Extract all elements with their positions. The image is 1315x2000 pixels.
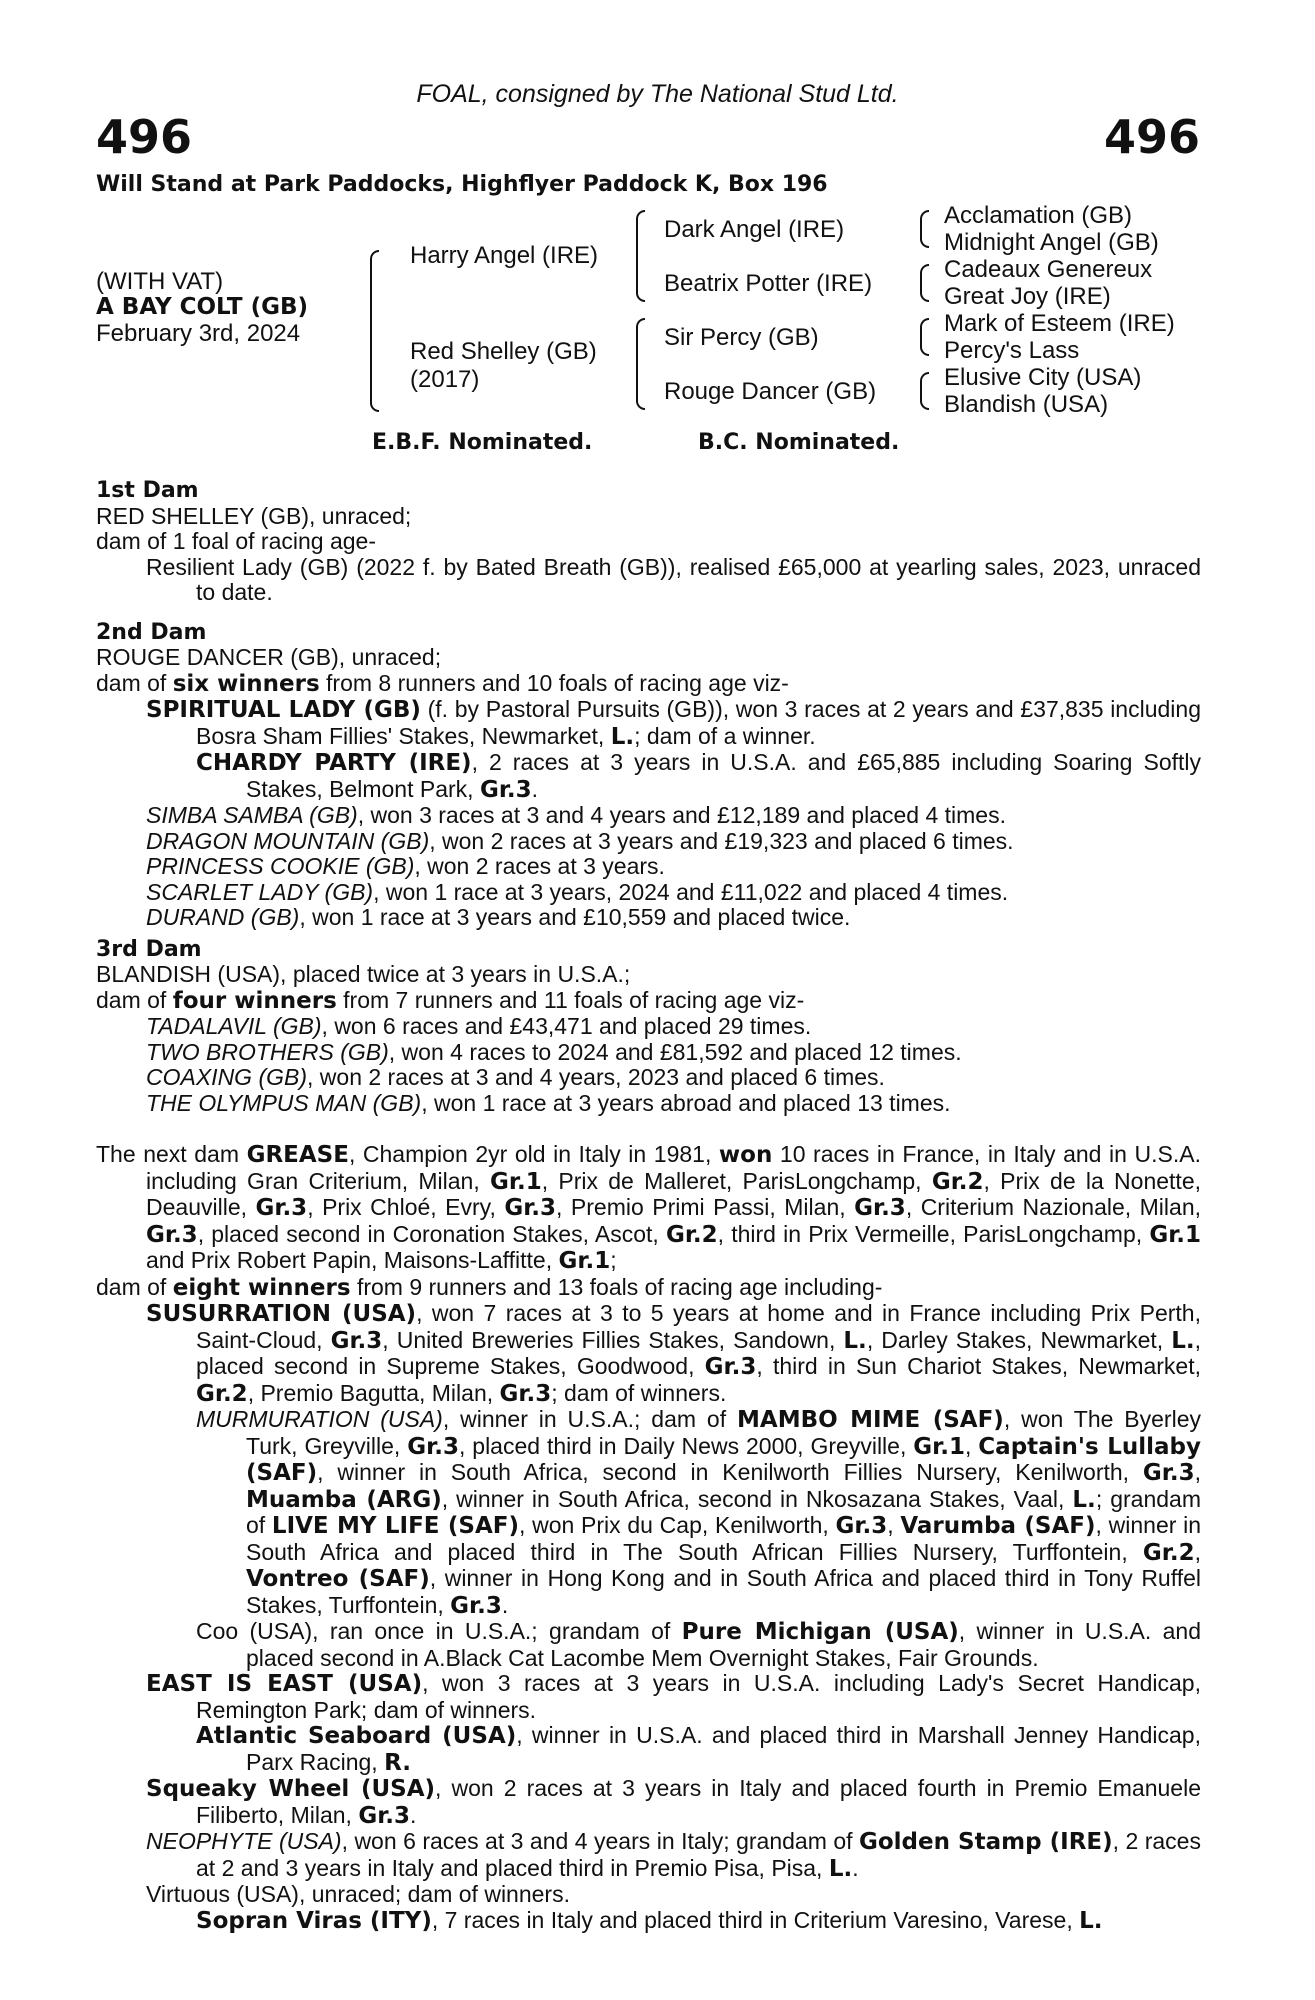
produce-entry: TADALAVIL (GB), won 6 races and £43,471 and placed 29 times.	[146, 1013, 812, 1039]
produce-entry: SUSURRATION (USA), won 7 races at 3 to 5 years at home and in France including Prix Perth, Saint-Cloud, Gr.3, United Breweries Fillies Stakes, Sandown, L., Darley Stakes, Newmarket, L., placed second in Supreme Stakes, Goodwood, Gr.3, third in Sun Chariot Stakes, Newmarket, Gr.2, Premio Bagutta, Milan, Gr.3; dam of winners.	[146, 1300, 1202, 1407]
lot-number-right: 496	[1103, 110, 1200, 164]
pedigree-sire-dam: Beatrix Potter (IRE)	[664, 270, 873, 297]
pedigree-g5: Mark of Esteem (IRE)	[944, 310, 1175, 337]
vat-label: (WITH VAT)	[96, 268, 224, 295]
second-dam-heading: 2nd Dam	[96, 619, 207, 645]
produce-entry: MURMURATION (USA), winner in U.S.A.; dam of MAMBO MIME (SAF), won The Byerley Turk, Greyville, Gr.3, placed third in Daily News 2000, Greyville, Gr.1, Captain's Lullaby (SAF), winner in South Africa, second in Kenilworth Fillies Nursery, Kenilworth, Gr.3, Muamba (ARG), winner in South Africa, second in Nkosazana Stakes, Vaal, L.; grandam of LIVE MY LIFE (SAF), won Prix du Cap, Kenilworth, Gr.3, Varumba (SAF), winner in South Africa and placed third in The South African Fillies Nursery, Turffontein, Gr.2, Vontreo (SAF), winner in Hong Kong and in South Africa and placed third in Tony Ruffel Stakes, Turffontein, Gr.3.	[196, 1406, 1202, 1619]
pedigree-g8: Blandish (USA)	[944, 391, 1109, 418]
pedigree-sire-sire: Dark Angel (IRE)	[664, 216, 845, 243]
first-dam-text: RED SHELLEY (GB), unraced;	[96, 502, 412, 529]
ebf-nominated: E.B.F. Nominated.	[372, 430, 593, 455]
next-dam-text: The next dam GREASE, Champion 2yr old in Italy in 1981, won 10 races in France, in Italy and in U.S.A. including Gran Criterium, Milan, Gr.1, Prix de Malleret, ParisLongchamp, Gr.2, Prix de la Nonette, Deauville, Gr.3, Prix Chloé, Evry, Gr.3, Premio Primi Passi, Milan, Gr.3, Criterium Nazionale, Milan, Gr.3, placed second in Coronation Stakes, Ascot, Gr.2, third in Prix Vermeille, ParisLongchamp, Gr.1 and Prix Robert Papin, Maisons-Laffitte, Gr.1;	[96, 1141, 1202, 1274]
first-dam-produce: Resilient Lady (GB) (2022 f. by Bated Breath (GB)), realised £65,000 at yearling sales, 2023, unraced to date.	[146, 553, 1201, 605]
third-dam-text: BLANDISH (USA), placed twice at 3 years in U.S.A.;	[96, 961, 631, 987]
pedigree-brace-g3	[920, 318, 929, 356]
produce-entry: Coo (USA), ran once in U.S.A.; grandam of Pure Michigan (USA), winner in U.S.A. and placed second in A.Black Cat Lacombe Mem Overnight Stakes, Fair Grounds.	[196, 1618, 1201, 1671]
produce-entry: DRAGON MOUNTAIN (GB), won 2 races at 3 years and £19,323 and placed 6 times.	[146, 827, 1014, 854]
produce-entry: NEOPHYTE (USA), won 6 races at 3 and 4 years in Italy; grandam of Golden Stamp (IRE), 2 races at 2 and 3 years in Italy and placed third in Premio Pisa, Pisa, L..	[146, 1828, 1201, 1882]
pedigree-dam-dam: Rouge Dancer (GB)	[664, 378, 877, 405]
first-dam-heading: 1st Dam	[96, 478, 199, 503]
produce-entry: EAST IS EAST (USA), won 3 races at 3 years in U.S.A. including Lady's Secret Handicap, Remington Park; dam of winners.	[146, 1670, 1201, 1723]
first-dam-record: dam of 1 foal of racing age-	[96, 528, 376, 554]
second-dam-record: dam of six winners from 8 runners and 10 foals of racing age viz-	[96, 669, 789, 697]
produce-entry: PRINCESS COOKIE (GB), won 2 races at 3 years.	[146, 853, 665, 879]
pedigree-g1: Acclamation (GB)	[944, 202, 1133, 229]
third-dam-record: dam of four winners from 7 runners and 11 foals of racing age viz-	[96, 986, 805, 1014]
catalogue-body	[96, 478, 1201, 1934]
pedigree-g3: Cadeaux Genereux	[944, 256, 1153, 283]
pedigree-dam: Red Shelley (GB)	[410, 338, 597, 365]
next-dam-record: dam of eight winners from 9 runners and 13 foals of racing age including-	[96, 1273, 883, 1301]
produce-entry: DURAND (GB), won 1 race at 3 years and £10,559 and placed twice.	[146, 904, 851, 930]
pedigree-dam-sire: Sir Percy (GB)	[664, 324, 819, 351]
produce-entry: CHARDY PARTY (IRE), 2 races at 3 years in U.S.A. and £65,885 including Soaring Softly Stakes, Belmont Park, Gr.3.	[196, 749, 1201, 803]
stand-location: Will Stand at Park Paddocks, Highflyer Paddock K, Box 196	[96, 172, 828, 197]
pedigree-brace-g2	[920, 264, 929, 302]
produce-entry: TWO BROTHERS (GB), won 4 races to 2024 and £81,592 and placed 12 times.	[146, 1038, 962, 1065]
pedigree-g4: Great Joy (IRE)	[944, 283, 1111, 310]
foaling-date: February 3rd, 2024	[96, 320, 301, 347]
pedigree-g2: Midnight Angel (GB)	[944, 229, 1159, 256]
pedigree-brace-dam	[636, 318, 645, 410]
produce-entry: Atlantic Seaboard (USA), winner in U.S.A. and placed third in Marshall Jenney Handicap, Parx Racing, R.	[196, 1722, 1201, 1776]
pedigree-brace-main	[370, 250, 379, 412]
produce-entry: Squeaky Wheel (USA), won 2 races at 3 years in Italy and placed fourth in Premio Emanuele Filiberto, Milan, Gr.3.	[146, 1775, 1201, 1829]
third-dam-heading: 3rd Dam	[96, 936, 202, 962]
pedigree-dam-year: (2017)	[410, 366, 480, 393]
produce-entry: SIMBA SAMBA (GB), won 3 races at 3 and 4 years and £12,189 and placed 4 times.	[146, 802, 1006, 828]
produce-entry: Virtuous (USA), unraced; dam of winners.	[146, 1881, 570, 1907]
produce-entry: SPIRITUAL LADY (GB) (f. by Pastoral Pursuits (GB)), won 3 races at 2 years and £37,835 including Bosra Sham Fillies' Stakes, Newmarket, L.; dam of a winner.	[146, 696, 1201, 750]
pedigree-brace-sire	[636, 210, 645, 302]
pedigree-g6: Percy's Lass	[944, 337, 1080, 364]
pedigree-g7: Elusive City (USA)	[944, 364, 1142, 391]
produce-entry: Sopran Viras (ITY), 7 races in Italy and placed third in Criterium Varesino, Varese, L.	[196, 1906, 1103, 1934]
pedigree-sire: Harry Angel (IRE)	[410, 242, 599, 269]
pedigree-brace-g1	[920, 210, 929, 248]
lot-number-left: 496	[96, 110, 193, 164]
horse-name: A BAY COLT (GB)	[96, 294, 309, 320]
produce-entry: THE OLYMPUS MAN (GB), won 1 race at 3 years abroad and placed 13 times.	[146, 1089, 951, 1116]
produce-entry: COAXING (GB), won 2 races at 3 and 4 years, 2023 and placed 6 times.	[146, 1064, 885, 1090]
second-dam-text: ROUGE DANCER (GB), unraced;	[96, 644, 442, 670]
bc-nominated: B.C. Nominated.	[698, 430, 900, 455]
produce-entry: SCARLET LADY (GB), won 1 race at 3 years, 2024 and £11,022 and placed 4 times.	[146, 878, 1009, 905]
consignor-line: FOAL, consigned by The National Stud Ltd.	[416, 80, 899, 108]
pedigree-brace-g4	[920, 372, 929, 410]
